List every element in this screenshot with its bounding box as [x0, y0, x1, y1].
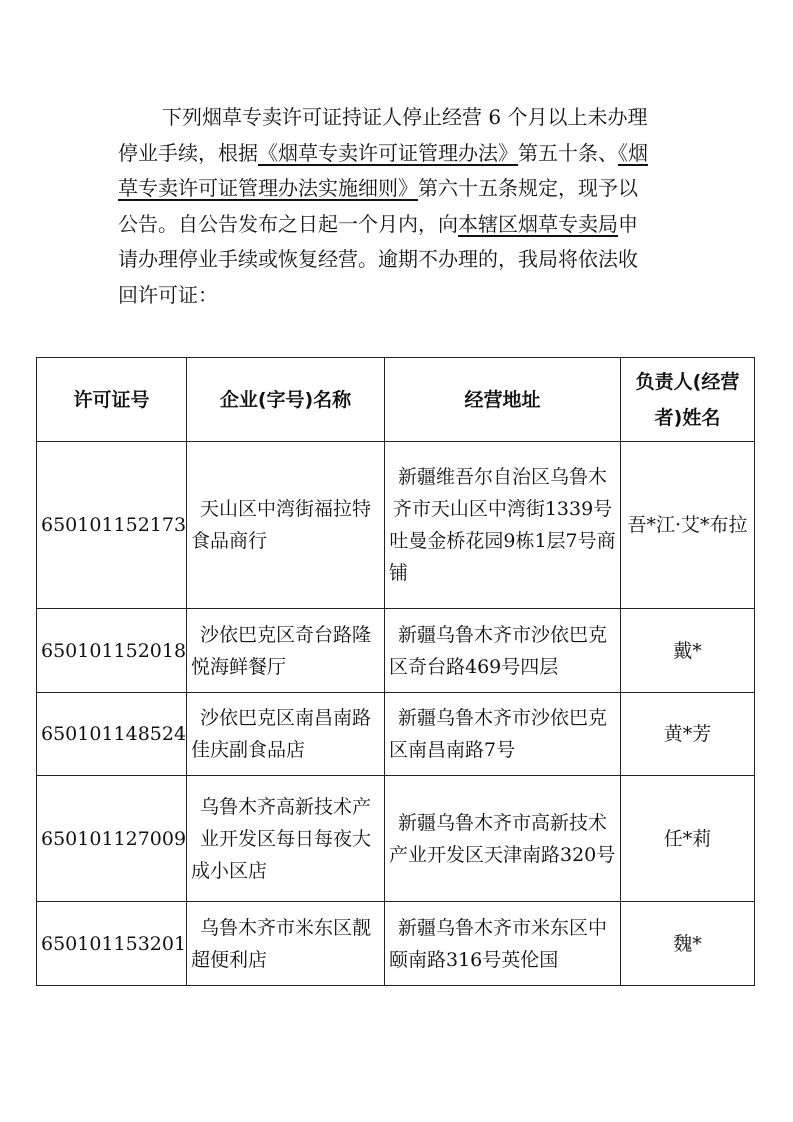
notice-text: 第五十条、 — [518, 140, 618, 165]
license-number-cell: 650101148524 — [37, 693, 187, 776]
notice-text: 公告。自公告发布之日起一个月内，向 — [118, 211, 458, 236]
notice-text: 第六十五条规定，现予以 — [418, 176, 638, 201]
notice-line — [118, 171, 678, 207]
business-address-cell: 新疆乌鲁木齐市沙依巴克区奇台路469号四层 — [385, 609, 621, 693]
business-name-cell: 乌鲁木齐高新技术产业开发区每日每夜大成小区店 — [187, 776, 385, 902]
business-address-cell: 新疆乌鲁木齐市米东区中颐南路316号英伦国 — [385, 902, 621, 986]
license-number-cell: 650101153201 — [37, 902, 187, 986]
table-header-row — [37, 358, 755, 442]
notice-text: 申 — [618, 211, 638, 236]
business-address-cell: 新疆维吾尔自治区乌鲁木齐市天山区中湾街1339号吐曼金桥花园9栋1层7号商铺 — [385, 442, 621, 609]
business-name-cell: 天山区中湾街福拉特食品商行 — [187, 442, 385, 609]
table-row — [37, 776, 755, 902]
business-name-cell: 沙依巴克区奇台路隆悦海鲜餐厅 — [187, 609, 385, 693]
business-name-cell: 乌鲁木齐市米东区靓超便利店 — [187, 902, 385, 986]
notice-text: 回许可证： — [118, 282, 218, 307]
notice-paragraph — [118, 100, 678, 314]
notice-line — [118, 136, 678, 172]
owner-name-cell: 吾*江·艾*布拉 — [621, 442, 755, 609]
regulation-title: 《烟草专卖许可证管理办法》 — [258, 140, 518, 165]
notice-text: 停业手续，根据 — [118, 140, 258, 165]
license-number-cell: 650101152173 — [37, 442, 187, 609]
header-business-name: 企业(字号)名称 — [187, 358, 385, 442]
table-row — [37, 609, 755, 693]
owner-name-cell: 任*莉 — [621, 776, 755, 902]
table-row — [37, 693, 755, 776]
notice-text: 下列烟草专卖许可证持证人停止经营 6 个月以上未办理 — [162, 105, 648, 129]
owner-name-cell: 黄*芳 — [621, 693, 755, 776]
business-address-cell: 新疆乌鲁木齐市高新技术产业开发区天津南路320号 — [385, 776, 621, 902]
authority-name: 本辖区烟草专卖局 — [458, 211, 618, 236]
notice-line — [118, 100, 678, 136]
header-license-number: 许可证号 — [37, 358, 187, 442]
owner-name-cell: 戴* — [621, 609, 755, 693]
notice-line — [118, 207, 678, 243]
owner-name-cell: 魏* — [621, 902, 755, 986]
header-business-address: 经营地址 — [385, 358, 621, 442]
notice-line — [118, 278, 678, 314]
regulation-title: 《烟 — [618, 140, 648, 165]
header-owner-name: 负责人(经营者)姓名 — [621, 358, 755, 442]
license-number-cell: 650101152018 — [37, 609, 187, 693]
business-name-cell: 沙依巴克区南昌南路佳庆副食品店 — [187, 693, 385, 776]
notice-text: 请办理停业手续或恢复经营。逾期不办理的，我局将依法收 — [118, 247, 638, 272]
regulation-title: 草专卖许可证管理办法实施细则》 — [118, 176, 418, 201]
table-row — [37, 902, 755, 986]
license-number-cell: 650101127009 — [37, 776, 187, 902]
table-row — [37, 442, 755, 609]
notice-line — [118, 242, 678, 278]
business-address-cell: 新疆乌鲁木齐市沙依巴克区南昌南路7号 — [385, 693, 621, 776]
permit-table — [36, 357, 755, 986]
